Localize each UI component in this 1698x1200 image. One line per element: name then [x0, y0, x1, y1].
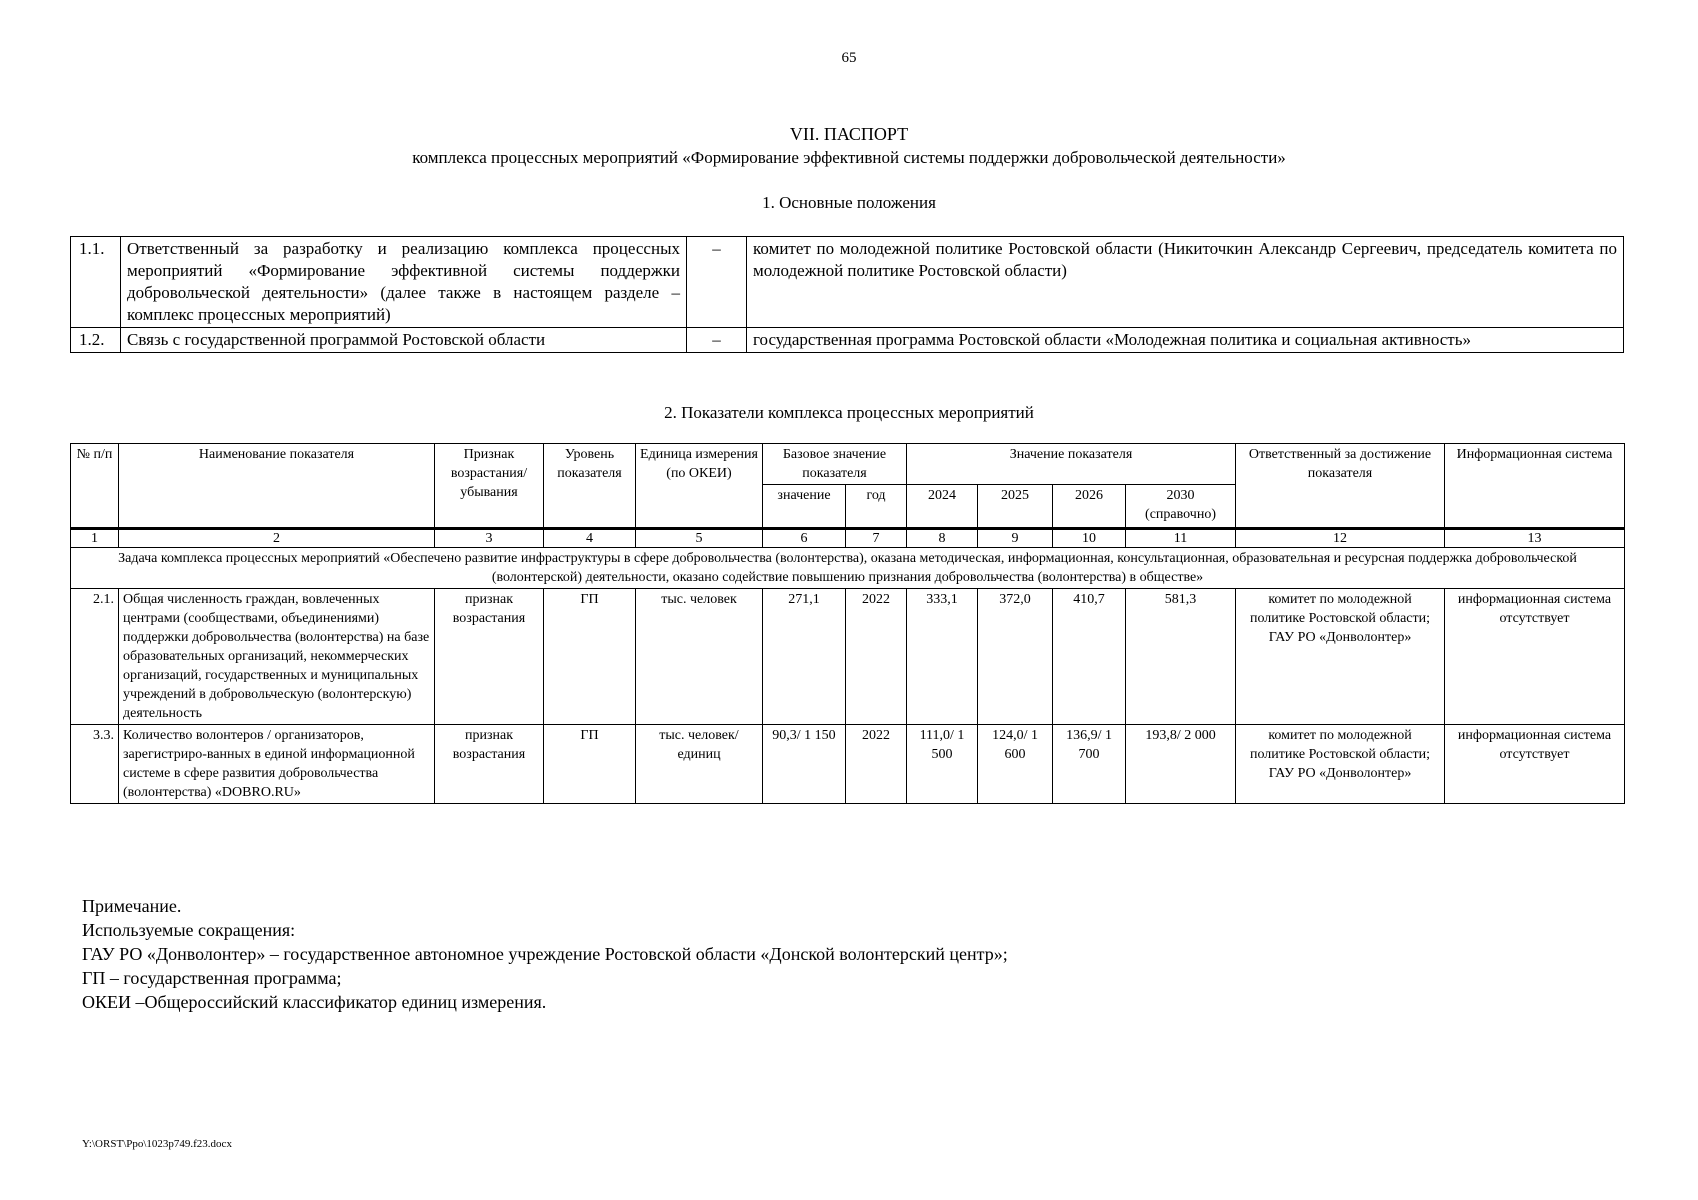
header-2025: 2025 [978, 485, 1053, 529]
column-number: 4 [544, 529, 636, 548]
header-unit: Единица измерения (по ОКЕИ) [636, 444, 763, 529]
table-row [71, 725, 1625, 804]
column-number: 11 [1126, 529, 1236, 548]
header-name: Наименование показателя [119, 444, 435, 529]
indicator-2025: 372,0 [978, 589, 1053, 725]
indicator-base-year: 2022 [846, 725, 907, 804]
indicator-name: Общая численность граждан, вовлеченных центрами (сообществами, объединениями) поддержки добровольчества (волонтерства) на базе образовательных организаций, некоммерческих организаций, государственных и муниципальных учреждений в добровольческую (волонтерскую) деятельность [119, 589, 435, 725]
notes-item: ОКЕИ –Общероссийский классификатор единиц измерения. [82, 992, 547, 1012]
indicator-2026: 410,7 [1053, 589, 1126, 725]
passport-title: VII. ПАСПОРТ [789, 124, 909, 144]
indicator-2024: 111,0/ 1 500 [907, 725, 978, 804]
indicator-unit: тыс. человек [636, 589, 763, 725]
row-label: Связь с государственной программой Ростовской области [121, 328, 687, 353]
column-number: 7 [846, 529, 907, 548]
indicators-table [70, 443, 1625, 804]
task-text: Задача комплекса процессных мероприятий «Обеспечено развитие инфраструктуры в сфере добровольчества (волонтерства), оказана методическая, информационная, консультационная, образовательная и ресурсная поддержка добровольческой (волонтерской) деятельности, оказано содействие повышению признания добровольчества (волонтерства) в обществе» [71, 548, 1625, 589]
passport-subtitle: комплекса процессных мероприятий «Формирование эффективной системы поддержки добровольческой деятельности» [412, 148, 1286, 167]
row-label: Ответственный за разработку и реализацию комплекса процессных мероприятий «Формирование эффективной системы поддержки добровольческой деятельности» (далее также в настоящем разделе – комплекс процессных мероприятий) [121, 237, 687, 328]
header-values: Значение показателя [907, 444, 1236, 485]
indicator-infosystem: информационная система отсутствует [1445, 589, 1625, 725]
column-number: 1 [71, 529, 119, 548]
task-row [71, 548, 1625, 589]
page-number: 65 [841, 50, 857, 66]
section1-heading: 1. Основные положения [762, 193, 936, 212]
row-number: 1.2. [71, 328, 121, 353]
indicator-base-value: 90,3/ 1 150 [763, 725, 846, 804]
indicator-infosystem: информационная система отсутствует [1445, 725, 1625, 804]
row-dash: – [687, 328, 747, 353]
row-dash: – [687, 237, 747, 328]
column-number-row [71, 529, 1625, 548]
notes-intro: Используемые сокращения: [82, 920, 296, 940]
indicator-level: ГП [544, 725, 636, 804]
indicator-2024: 333,1 [907, 589, 978, 725]
indicator-base-year: 2022 [846, 589, 907, 725]
table-row [71, 589, 1625, 725]
header-row [71, 444, 1625, 485]
column-number: 5 [636, 529, 763, 548]
indicator-responsible: комитет по молодежной политике Ростовской области; ГАУ РО «Донволонтер» [1236, 589, 1445, 725]
section2-heading: 2. Показатели комплекса процессных мероприятий [664, 403, 1034, 422]
footer-file-path: Y:\ORST\Ppo\1023p749.f23.docx [82, 1138, 232, 1150]
column-number: 8 [907, 529, 978, 548]
indicator-responsible: комитет по молодежной политике Ростовской области; ГАУ РО «Донволонтер» [1236, 725, 1445, 804]
header-2026: 2026 [1053, 485, 1126, 529]
indicator-trend: признак возрастания [435, 725, 544, 804]
column-number: 13 [1445, 529, 1625, 548]
basic-provisions-table [70, 236, 1624, 353]
indicator-name: Количество волонтеров / организаторов, зарегистриро-ванных в единой информационной системе в сфере развития добровольчества (волонтерства) «DOBRO.RU» [119, 725, 435, 804]
indicator-2025: 124,0/ 1 600 [978, 725, 1053, 804]
indicator-2030: 193,8/ 2 000 [1126, 725, 1236, 804]
header-base: Базовое значение показателя [763, 444, 907, 485]
header-num: № п/п [71, 444, 119, 529]
indicator-trend: признак возрастания [435, 589, 544, 725]
column-number: 2 [119, 529, 435, 548]
indicator-base-value: 271,1 [763, 589, 846, 725]
row-number: 1.1. [71, 237, 121, 328]
indicator-2026: 136,9/ 1 700 [1053, 725, 1126, 804]
header-2024: 2024 [907, 485, 978, 529]
header-base-value: значение [763, 485, 846, 529]
header-level: Уровень показателя [544, 444, 636, 529]
notes-title: Примечание. [82, 896, 182, 916]
column-number: 9 [978, 529, 1053, 548]
column-number: 6 [763, 529, 846, 548]
table-row [71, 328, 1624, 353]
table-row [71, 237, 1624, 328]
column-number: 10 [1053, 529, 1126, 548]
indicator-unit: тыс. человек/ единиц [636, 725, 763, 804]
header-base-year: год [846, 485, 907, 529]
column-number: 3 [435, 529, 544, 548]
header-responsible: Ответственный за достижение показателя [1236, 444, 1445, 529]
row-value: государственная программа Ростовской области «Молодежная политика и социальная активность» [747, 328, 1624, 353]
row-value: комитет по молодежной политике Ростовской области (Никиточкин Александр Сергеевич, председатель комитета по молодежной политике Ростовской области) [747, 237, 1624, 328]
header-infosystem: Информационная система [1445, 444, 1625, 529]
notes-item: ГП – государственная программа; [82, 968, 342, 988]
indicator-2030: 581,3 [1126, 589, 1236, 725]
column-number: 12 [1236, 529, 1445, 548]
notes-item: ГАУ РО «Донволонтер» – государственное автономное учреждение Ростовской области «Донской волонтерский центр»; [82, 944, 1008, 964]
indicator-num: 2.1. [71, 589, 119, 725]
indicator-num: 3.3. [71, 725, 119, 804]
header-2030: 2030 (справочно) [1126, 485, 1236, 529]
header-trend: Признак возрастания/ убывания [435, 444, 544, 529]
notes-block [82, 894, 1622, 1014]
indicator-level: ГП [544, 589, 636, 725]
